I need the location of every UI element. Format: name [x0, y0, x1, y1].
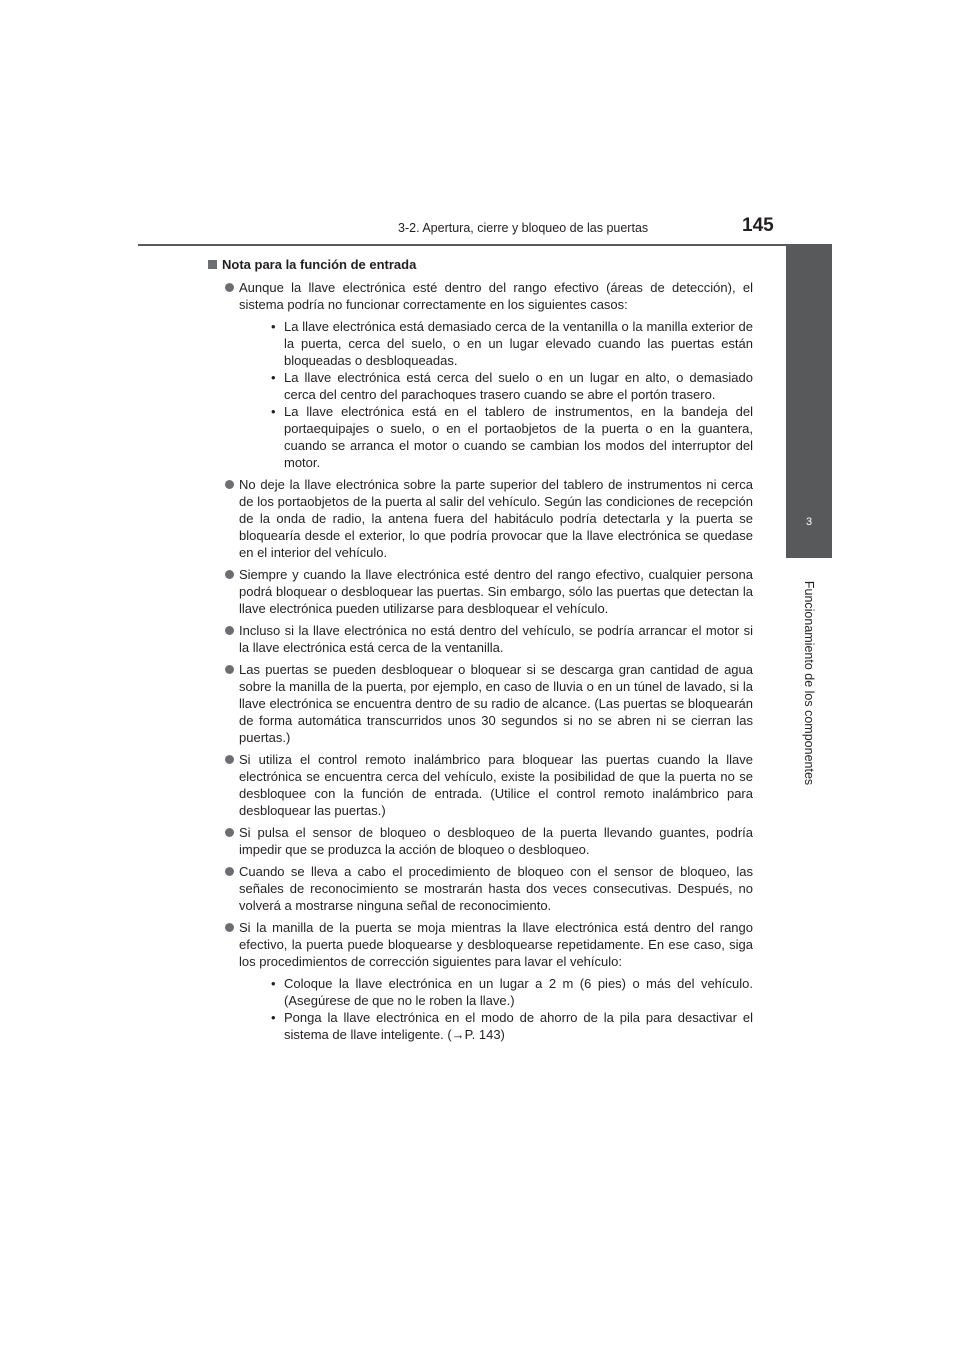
bullet-text: No deje la llave electrónica sobre la parte superior del tablero de instrumentos ni cerca de los portaobjetos de la puerta al salir del vehículo. Según las condiciones de recepción de la onda de radio, la antena fuera del habitáculo podría detectarla y la puerta se bloquearía desde el exterior, lo que podría provocar que la llave electrónica se quedase en el interior del vehículo. [239, 477, 753, 560]
sub-bullet-marker: • [271, 976, 276, 991]
sub-bullet-marker: • [271, 370, 276, 385]
circle-bullet-icon [225, 665, 234, 674]
circle-bullet-icon [225, 570, 234, 579]
chapter-number: 3 [805, 516, 813, 528]
circle-bullet-icon [225, 755, 234, 764]
bullet-item [208, 751, 753, 819]
bullet-item [208, 279, 753, 471]
circle-bullet-icon [225, 626, 234, 635]
running-header-section: 3-2. Apertura, cierre y bloqueo de las puertas [398, 221, 649, 235]
bullet-item [208, 863, 753, 914]
circle-bullet-icon [225, 828, 234, 837]
sub-list-item [239, 318, 753, 369]
sub-bullet-marker: • [271, 319, 276, 334]
bullet-text: Cuando se lleva a cabo el procedimiento de bloqueo con el sensor de bloqueo, las señales de reconocimiento se mostrarán hasta dos veces consecutivas. Después, no volverá a mostrarse ninguna señal de reconocimiento. [239, 864, 753, 913]
sub-item-text: Coloque la llave electrónica en un lugar a 2 m (6 pies) o más del vehículo. (Asegúrese de que no le roben la llave.) [284, 976, 753, 1008]
bullet-item [208, 661, 753, 746]
circle-bullet-icon [225, 480, 234, 489]
bullet-item [208, 476, 753, 561]
chapter-title: Funcionamiento de los componentes [802, 580, 816, 786]
bullet-text: Las puertas se pueden desbloquear o bloquear si se descarga gran cantidad de agua sobre la manilla de la puerta, por ejemplo, en caso de lluvia o en un túnel de lavado, si la llave electrónica se encuentra dentro de su radio de alcance. (Las puertas se bloquearán de forma automática transcurridos unos 30 segundos si no se abren ni se cierran las puertas.) [239, 662, 753, 745]
circle-bullet-icon [225, 867, 234, 876]
sub-list [239, 975, 753, 1043]
sub-list [239, 318, 753, 471]
sub-bullet-marker: • [271, 404, 276, 419]
bullet-text: Si pulsa el sensor de bloqueo o desbloqueo de la puerta llevando guantes, podría impedir que se produzca la acción de bloqueo o desbloqueo. [239, 825, 753, 857]
page-number: 145 [742, 215, 774, 236]
circle-bullet-icon [225, 923, 234, 932]
bullet-text: Si utiliza el control remoto inalámbrico para bloquear las puertas cuando la llave electrónica se encuentra cerca del vehículo, existe la posibilidad de que la puerta no se desbloquee con la función de entrada. (Utilice el control remoto inalámbrico para desbloquear las puertas.) [239, 752, 753, 818]
sub-list-item [239, 1009, 753, 1043]
bullet-text: Siempre y cuando la llave electrónica esté dentro del rango efectivo, cualquier persona podrá bloquear o desbloquear las puertas. Sin embargo, sólo las puertas que detectan la llave electrónica pueden utilizarse para desbloquear el vehículo. [239, 567, 753, 616]
bullet-text: Si la manilla de la puerta se moja mientras la llave electrónica está dentro del rango efectivo, la puerta puede bloquearse y desbloquearse repetidamente. En ese caso, siga los procedimientos de corrección siguientes para lavar el vehículo: [239, 920, 753, 969]
square-bullet-icon [208, 260, 217, 269]
sub-item-text: La llave electrónica está demasiado cerca de la ventanilla o la manilla exterior de la puerta, cerca del suelo, o en un lugar elevado cuando las puertas están bloqueadas o desbloqueadas. [284, 319, 753, 368]
bullet-text: Aunque la llave electrónica esté dentro del rango efectivo (áreas de detección), el sistema podría no funcionar correctamente en los siguientes casos: [239, 280, 753, 312]
bullet-item [208, 919, 753, 1043]
header-divider [138, 244, 832, 246]
circle-bullet-icon [225, 283, 234, 292]
bullet-text: Incluso si la llave electrónica no está dentro del vehículo, se podría arrancar el motor si la llave electrónica está cerca de la ventanilla. [239, 623, 753, 655]
section-heading [208, 256, 753, 273]
sub-list-item [239, 975, 753, 1009]
bullet-item [208, 824, 753, 858]
sub-item-text: La llave electrónica está cerca del suelo o en un lugar en alto, o demasiado cerca del centro del parachoques trasero cuando se abre el portón trasero. [284, 370, 753, 402]
section-heading-text: Nota para la función de entrada [222, 257, 417, 272]
page-content [208, 256, 753, 1043]
chapter-tab [786, 246, 832, 558]
sub-list-item [239, 403, 753, 471]
sub-list-item [239, 369, 753, 403]
sub-bullet-marker: • [271, 1010, 276, 1025]
bullet-item [208, 622, 753, 656]
bullet-item [208, 566, 753, 617]
sub-item-text: La llave electrónica está en el tablero de instrumentos, en la bandeja del portaequipajes o suelo, o en el portaobjetos de la puerta o en la guantera, cuando se arranca el motor o cuando se cambian los modos del interruptor del motor. [284, 404, 753, 470]
sub-item-text: Ponga la llave electrónica en el modo de ahorro de la pila para desactivar el sistema de llave inteligente. (→P. 143) [284, 1010, 753, 1042]
